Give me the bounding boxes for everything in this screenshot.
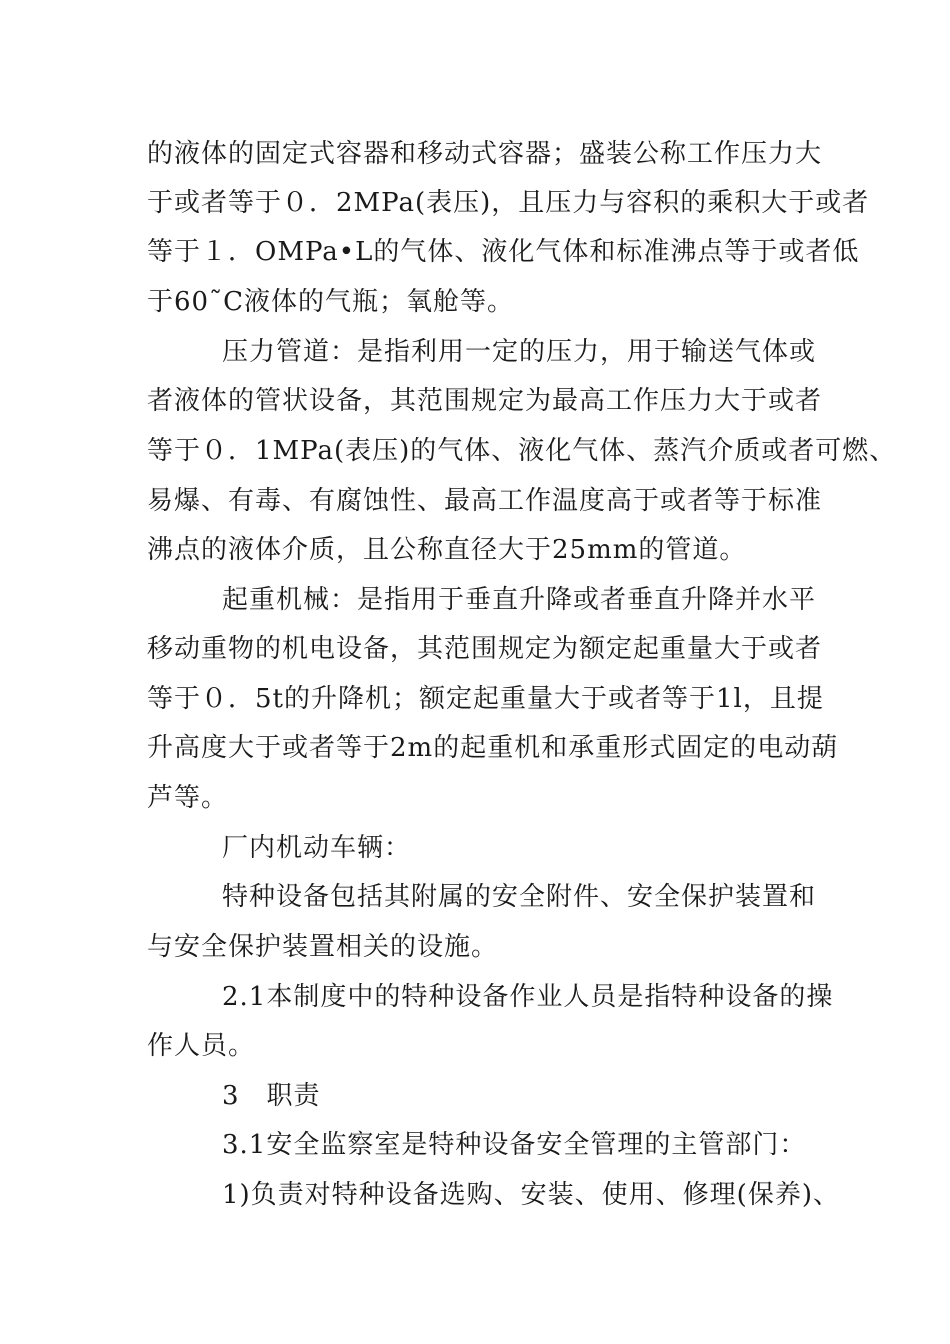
text-line: 等于１．OMPa•L的气体、液化气体和标准沸点等于或者低 — [147, 237, 860, 267]
text-line: 移动重物的机电设备，其范围规定为额定起重量大于或者 — [147, 634, 823, 664]
text-line: 者液体的管状设备，其范围规定为最高工作压力大于或者 — [147, 386, 823, 416]
text-line: 于60˜C液体的气瓶；氧舱等。 — [147, 287, 514, 317]
paragraph-start-special-equipment: 特种设备包括其附属的安全附件、安全保护装置和 — [222, 882, 817, 912]
text-line: 作人员。 — [147, 1031, 256, 1061]
text-line: 的液体的固定式容器和移动式容器；盛装公称工作压力大 — [147, 139, 823, 169]
clause-2-1: 2.1本制度中的特种设备作业人员是指特种设备的操 — [222, 982, 834, 1012]
section-heading-responsibilities: 3 职责 — [222, 1081, 321, 1111]
text-line: 升高度大于或者等于2m的起重机和承重形式固定的电动葫 — [147, 733, 839, 763]
list-item-1: 1)负责对特种设备选购、安装、使用、修理(保养)、 — [222, 1180, 840, 1210]
paragraph-in-plant-vehicles: 厂内机动车辆： — [222, 833, 412, 863]
paragraph-start-pressure-pipeline: 压力管道：是指利用一定的压力，用于输送气体或 — [222, 337, 817, 367]
paragraph-start-lifting-machinery: 起重机械：是指用于垂直升降或者垂直升降并水平 — [222, 585, 817, 615]
text-line: 于或者等于０．2MPa(表压)，且压力与容积的乘积大于或者 — [147, 188, 870, 218]
text-line: 易爆、有毒、有腐蚀性、最高工作温度高于或者等于标准 — [147, 486, 823, 516]
text-line: 等于０．1MPa(表压)的气体、液化气体、蒸汽介质或者可燃、 — [147, 436, 897, 466]
text-line: 沸点的液体介质，且公称直径大于25mm的管道。 — [147, 535, 747, 565]
text-line: 与安全保护装置相关的设施。 — [147, 932, 499, 962]
text-line: 芦等。 — [147, 783, 229, 813]
clause-3-1: 3.1安全监察室是特种设备安全管理的主管部门： — [222, 1130, 807, 1160]
text-line: 等于０．5t的升降机；额定起重量大于或者等于1l，且提 — [147, 684, 824, 714]
